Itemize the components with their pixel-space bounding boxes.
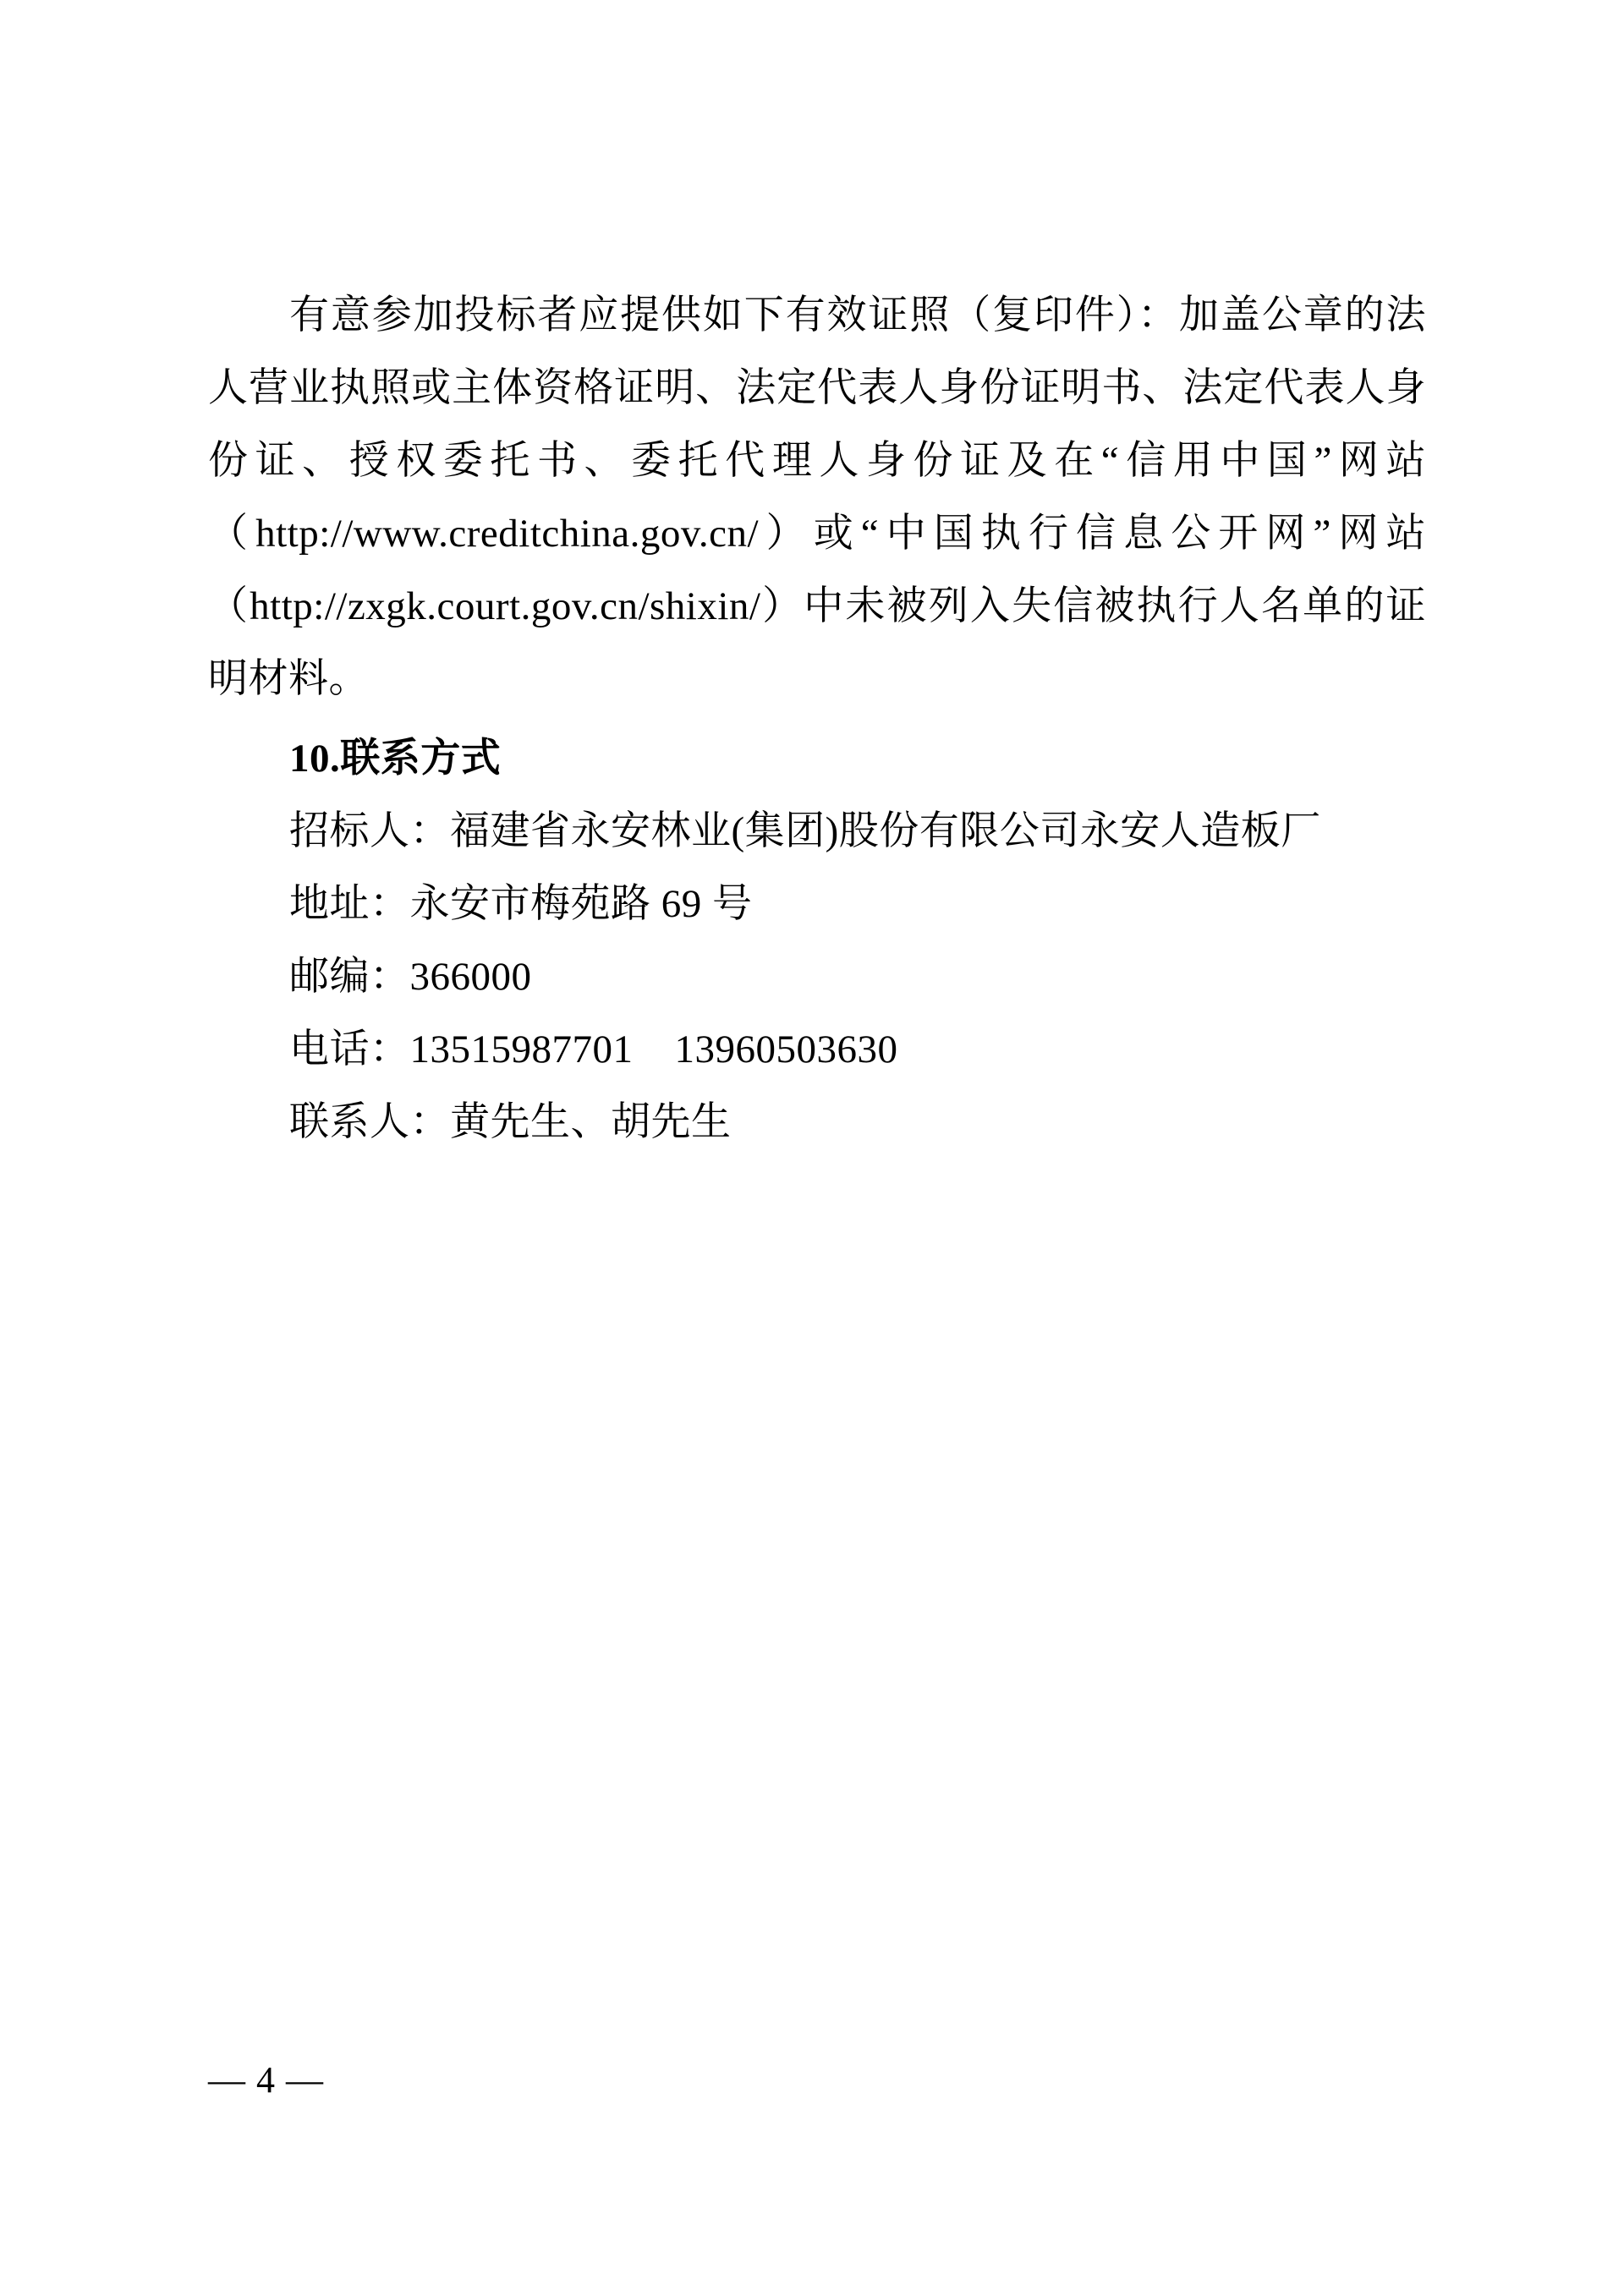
- section-heading-contact: 10.联系方式: [289, 737, 502, 781]
- contact-line-address: 地址：永安市梅苑路 69 号: [289, 882, 753, 926]
- paragraph-qualification-documents: 有意参加投标者应提供如下有效证照（复印件）：加盖公章的法人营业执照或主体资格证明、法定代表人身份证明书、法定代表人身份证、授权委托书、委托代理人身份证及在“信用中国”网站（http://www.creditchina.gov.cn/）或“中国执行信息公开网”网站（http://zxgk.court.gov.cn/shixin/）中未被列入失信被执行人名单的证明材料。: [208, 293, 1426, 701]
- contact-line-tenderer: 招标人：福建省永安林业(集团)股份有限公司永安人造板厂: [289, 809, 1321, 853]
- page-number-footer: — 4 —: [208, 2059, 324, 2101]
- contact-line-postcode: 邮编：366000: [289, 955, 532, 999]
- contact-line-person: 联系人：黄先生、胡先生: [289, 1100, 732, 1144]
- page-content: [208, 279, 1426, 1159]
- contact-line-phone: 电话：13515987701 13960503630: [289, 1027, 898, 1071]
